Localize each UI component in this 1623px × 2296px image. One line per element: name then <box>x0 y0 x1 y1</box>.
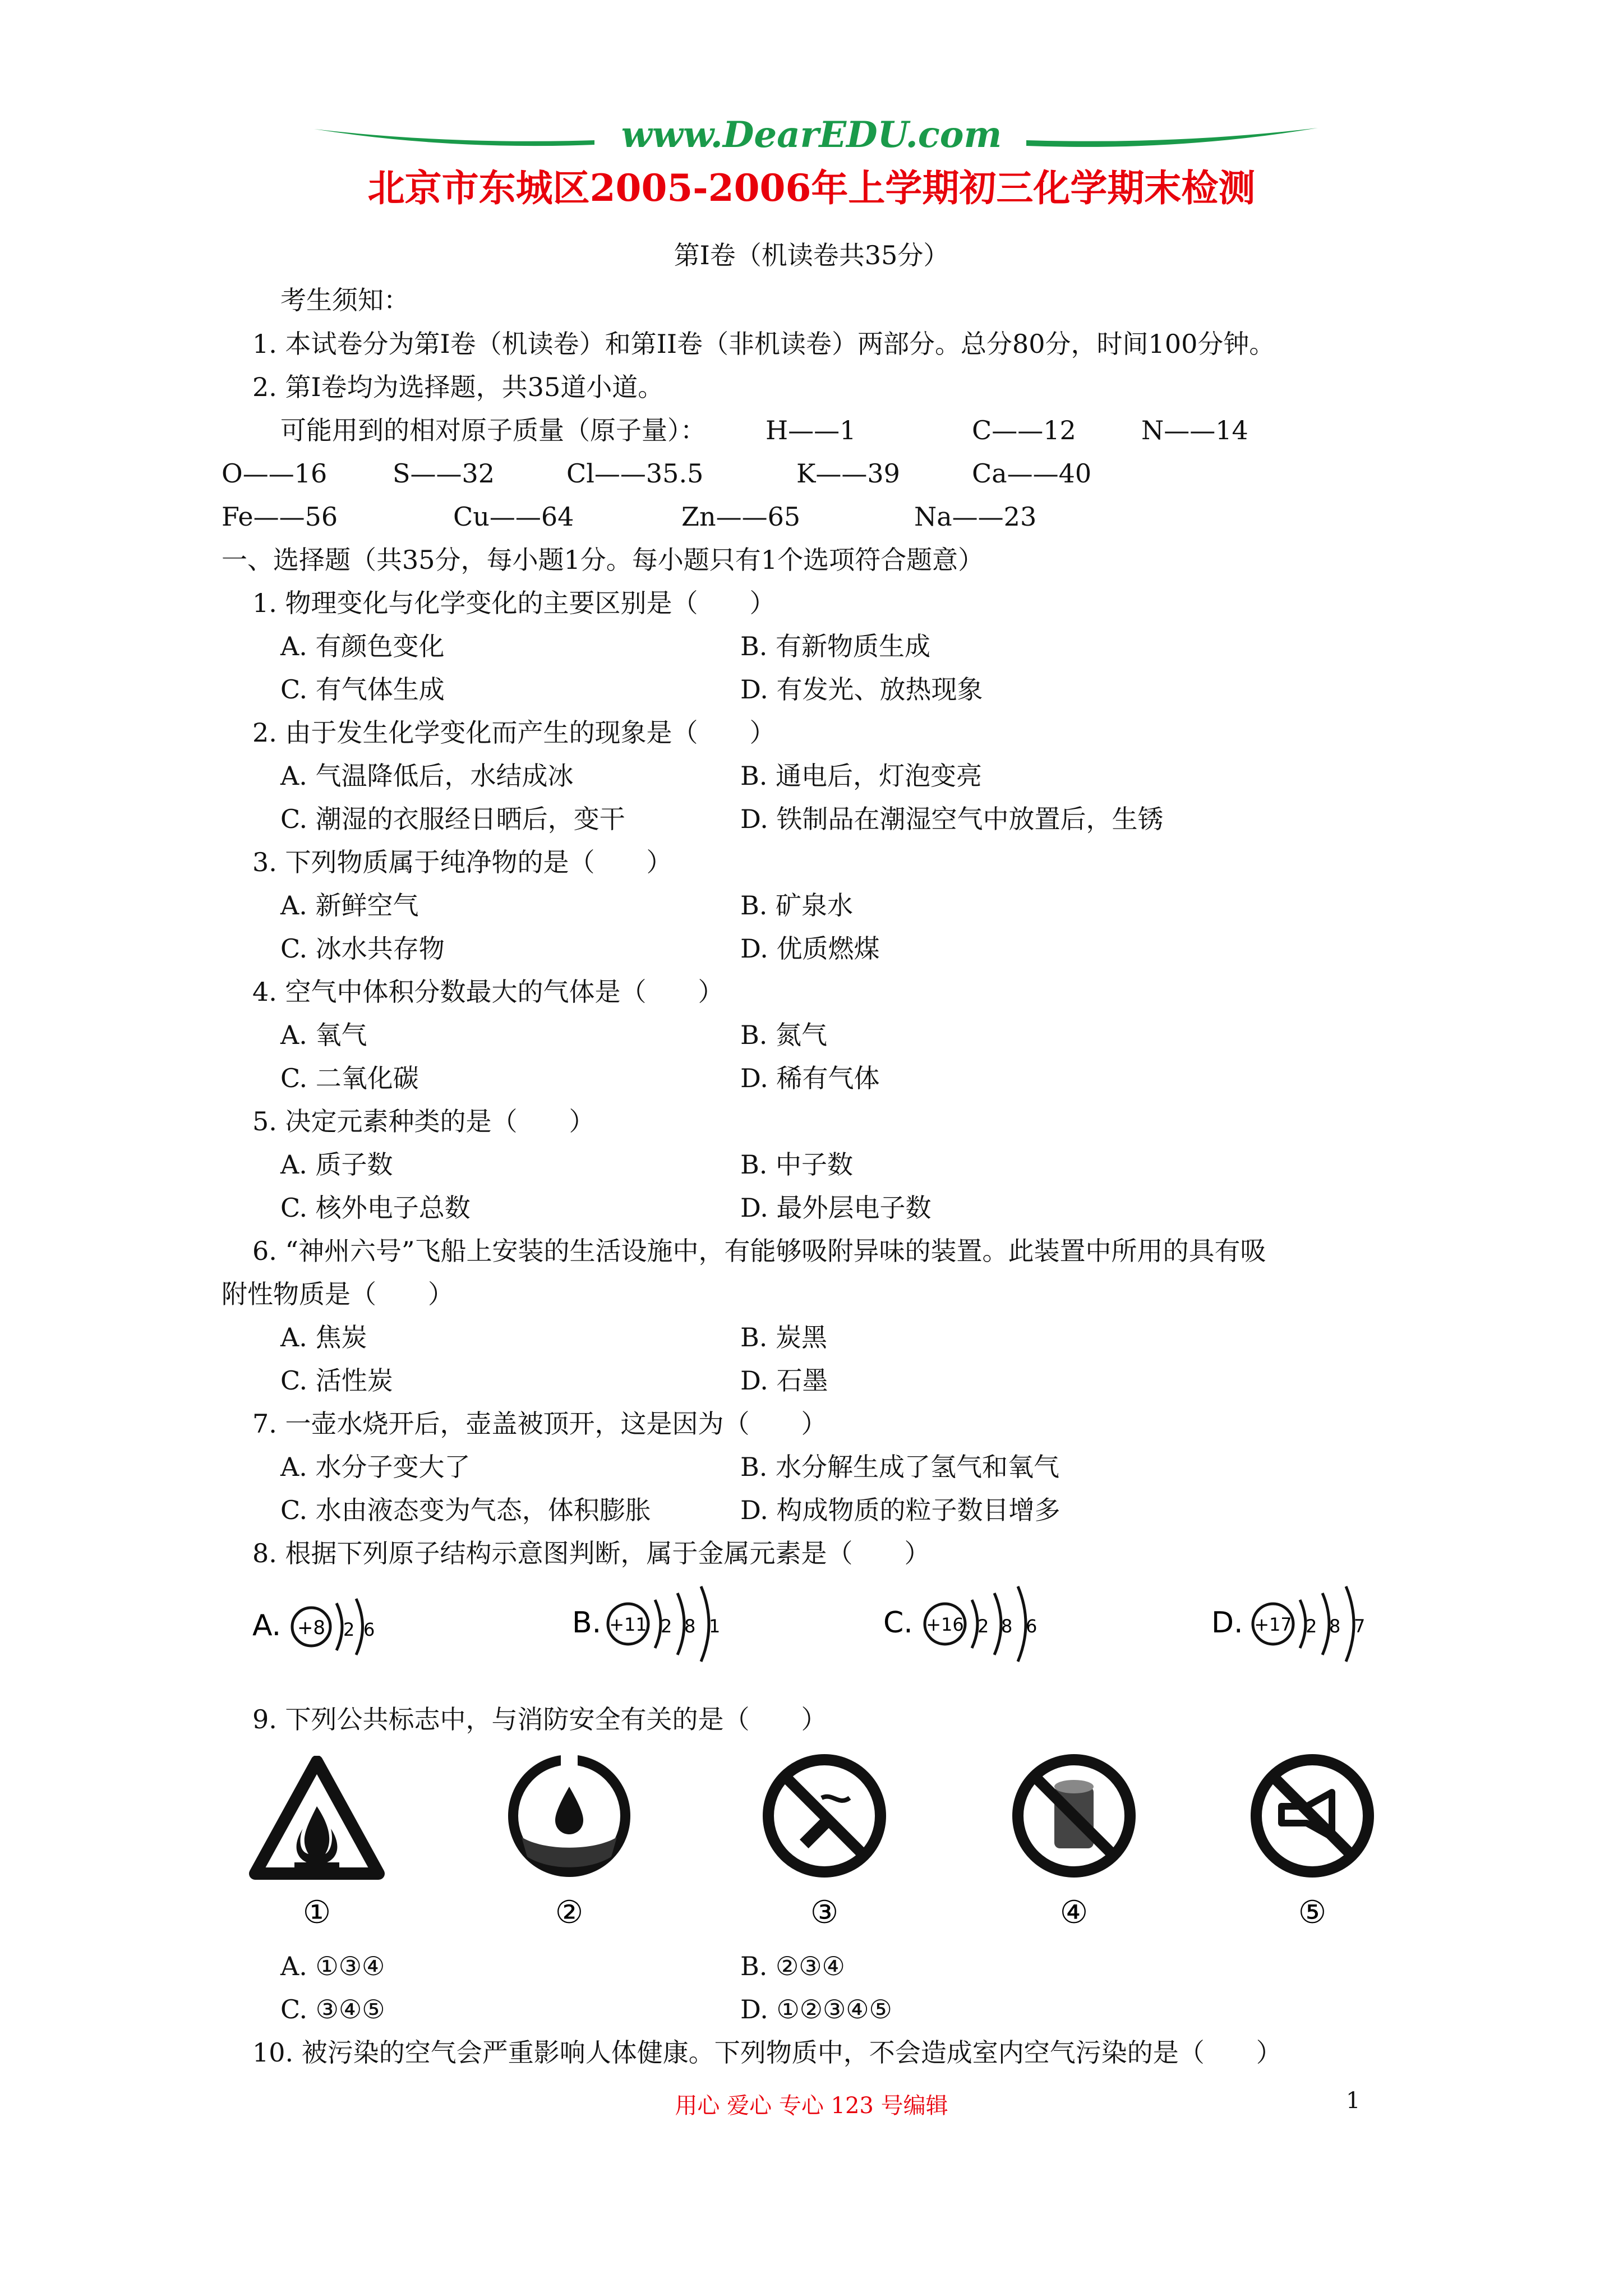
site-name: www.DearEDU.com <box>621 114 1002 156</box>
svg-text:8: 8 <box>1329 1616 1341 1637</box>
notice-item-1: 1. 本试卷分为第I卷（机读卷）和第II卷（非机读卷）两部分。总分80分，时间100分钟。 <box>252 329 1275 359</box>
svg-text:+11: +11 <box>609 1614 647 1635</box>
atom-diagram-d <box>1206 1576 1391 1666</box>
page-number: 1 <box>1346 2088 1361 2114</box>
svg-text:2: 2 <box>1306 1616 1317 1637</box>
mass-k: K——39 <box>796 458 900 489</box>
svg-text:8: 8 <box>1001 1616 1013 1637</box>
q3-option-c: C. 冰水共存物 <box>280 933 445 964</box>
section-title: 第I卷（机读卷共35分） <box>674 240 949 270</box>
svg-text:+16: +16 <box>926 1614 964 1635</box>
mass-ca: Ca——40 <box>972 458 1092 489</box>
svg-text:6: 6 <box>1026 1616 1038 1637</box>
svg-text:+17: +17 <box>1254 1614 1292 1635</box>
no-horn-icon <box>1242 1753 1382 1930</box>
atom-diagram-a <box>247 1582 415 1666</box>
q2-option-c: C. 潮湿的衣服经日晒后，变干 <box>280 804 625 834</box>
svg-text:A.: A. <box>252 1609 282 1642</box>
q9-option-b: B. ②③④ <box>740 1951 845 1981</box>
part1-heading: 一、选择题（共35分，每小题1分。每小题只有1个选项符合题意） <box>222 545 984 575</box>
notice-item-2: 2. 第I卷均为选择题，共35道小道。 <box>252 372 664 402</box>
q5-option-d: D. 最外层电子数 <box>740 1193 932 1223</box>
svg-text:④: ④ <box>1059 1894 1089 1930</box>
q9-option-d: D. ①②③④⑤ <box>740 1994 892 2024</box>
q7-stem: 7. 一壶水烧开后，壶盖被顶开，这是因为（ ） <box>252 1409 827 1439</box>
water-conservation-icon <box>499 1753 639 1930</box>
q6-option-b: B. 炭黑 <box>740 1322 828 1352</box>
document-title: 北京市东城区2005-2006年上学期初三化学期末检测 <box>367 166 1256 210</box>
q4-option-b: B. 氮气 <box>740 1020 828 1050</box>
mass-s: S——32 <box>393 458 495 489</box>
svg-text:②: ② <box>555 1894 584 1930</box>
q1-stem: 1. 物理变化与化学变化的主要区别是（ ） <box>252 588 776 618</box>
q6-option-d: D. 石墨 <box>740 1365 828 1396</box>
svg-text:1: 1 <box>709 1616 721 1637</box>
flammable-warning-icon <box>247 1756 387 1930</box>
svg-text:D.: D. <box>1211 1606 1243 1640</box>
q5-stem: 5. 决定元素种类的是（ ） <box>252 1106 595 1137</box>
svg-text:6: 6 <box>363 1619 375 1640</box>
q10-stem: 10. 被污染的空气会严重影响人体健康。下列物质中，不会造成室内空气污染的是（ ） <box>252 2037 1282 2068</box>
q4-option-a: A. 氧气 <box>280 1020 367 1050</box>
q4-option-d: D. 稀有气体 <box>740 1063 880 1093</box>
svg-text:8: 8 <box>684 1616 696 1637</box>
mass-zn: Zn——65 <box>681 501 801 532</box>
q1-option-b: B. 有新物质生成 <box>740 631 931 661</box>
mass-cu: Cu——64 <box>453 501 574 532</box>
atom-diagram-b <box>566 1576 751 1666</box>
q2-option-b: B. 通电后，灯泡变亮 <box>740 761 983 791</box>
q6-option-a: A. 焦炭 <box>280 1322 367 1352</box>
svg-text:2: 2 <box>343 1619 355 1640</box>
q1-option-a: A. 有颜色变化 <box>280 631 445 661</box>
q2-option-a: A. 气温降低后，水结成冰 <box>280 761 574 791</box>
q6-stem: 6. “神州六号”飞船上安装的生活设施中，有能够吸附异味的装置。此装置中所用的具有吸 <box>252 1236 1266 1266</box>
q7-option-a: A. 水分子变大了 <box>280 1452 471 1482</box>
q1-option-c: C. 有气体生成 <box>280 674 445 705</box>
q6-option-c: C. 活性炭 <box>280 1365 393 1396</box>
mass-na: Na——23 <box>914 501 1037 532</box>
q8-stem: 8. 根据下列原子结构示意图判断，属于金属元素是（ ） <box>252 1538 930 1568</box>
q5-option-a: A. 质子数 <box>280 1149 393 1180</box>
q4-option-c: C. 二氧化碳 <box>280 1063 419 1093</box>
q6-stem-continued: 附性物质是（ ） <box>222 1279 454 1309</box>
svg-text:2: 2 <box>978 1616 989 1637</box>
no-smoking-icon <box>754 1753 895 1930</box>
q2-stem: 2. 由于发生化学变化而产生的现象是（ ） <box>252 717 776 748</box>
q7-option-c: C. 水由液态变为气态，体积膨胀 <box>280 1495 651 1525</box>
q9-option-a: A. ①③④ <box>280 1951 385 1981</box>
q2-option-d: D. 铁制品在潮湿空气中放置后，生锈 <box>740 804 1164 834</box>
mass-cl: Cl——35.5 <box>566 458 704 489</box>
svg-text:2: 2 <box>661 1616 672 1637</box>
svg-text:①: ① <box>302 1894 331 1930</box>
notice-heading: 考生须知： <box>280 285 409 315</box>
mass-h: H——1 <box>766 415 856 445</box>
q9-option-c: C. ③④⑤ <box>280 1994 385 2024</box>
svg-text:C.: C. <box>883 1606 913 1640</box>
q3-option-a: A. 新鲜空气 <box>280 890 419 921</box>
mass-n: N——14 <box>1141 415 1248 445</box>
no-wood-stacking-icon <box>1004 1753 1144 1930</box>
footer-credit: 用心 爱心 专心 123 号编辑 <box>675 2093 948 2119</box>
atom-diagram-c <box>878 1576 1063 1666</box>
mass-c: C——12 <box>972 415 1076 445</box>
masses-label: 可能用到的相对原子质量（原子量）： <box>280 415 706 445</box>
q5-option-c: C. 核外电子总数 <box>280 1193 471 1223</box>
svg-text:③: ③ <box>810 1894 839 1930</box>
q3-option-b: B. 矿泉水 <box>740 890 854 921</box>
q7-option-b: B. 水分解生成了氢气和氧气 <box>740 1452 1060 1482</box>
q3-option-d: D. 优质燃煤 <box>740 933 880 964</box>
q1-option-d: D. 有发光、放热现象 <box>740 674 983 705</box>
svg-text:B.: B. <box>572 1606 602 1640</box>
svg-text:+8: +8 <box>297 1617 326 1639</box>
q9-stem: 9. 下列公共标志中，与消防安全有关的是（ ） <box>252 1704 827 1734</box>
mass-fe: Fe——56 <box>222 501 338 532</box>
svg-text:7: 7 <box>1354 1616 1366 1637</box>
q5-option-b: B. 中子数 <box>740 1149 854 1180</box>
q4-stem: 4. 空气中体积分数最大的气体是（ ） <box>252 977 724 1007</box>
svg-text:⑤: ⑤ <box>1298 1894 1327 1930</box>
q7-option-d: D. 构成物质的粒子数目增多 <box>740 1495 1061 1525</box>
mass-o: O——16 <box>222 458 328 489</box>
q3-stem: 3. 下列物质属于纯净物的是（ ） <box>252 847 672 877</box>
